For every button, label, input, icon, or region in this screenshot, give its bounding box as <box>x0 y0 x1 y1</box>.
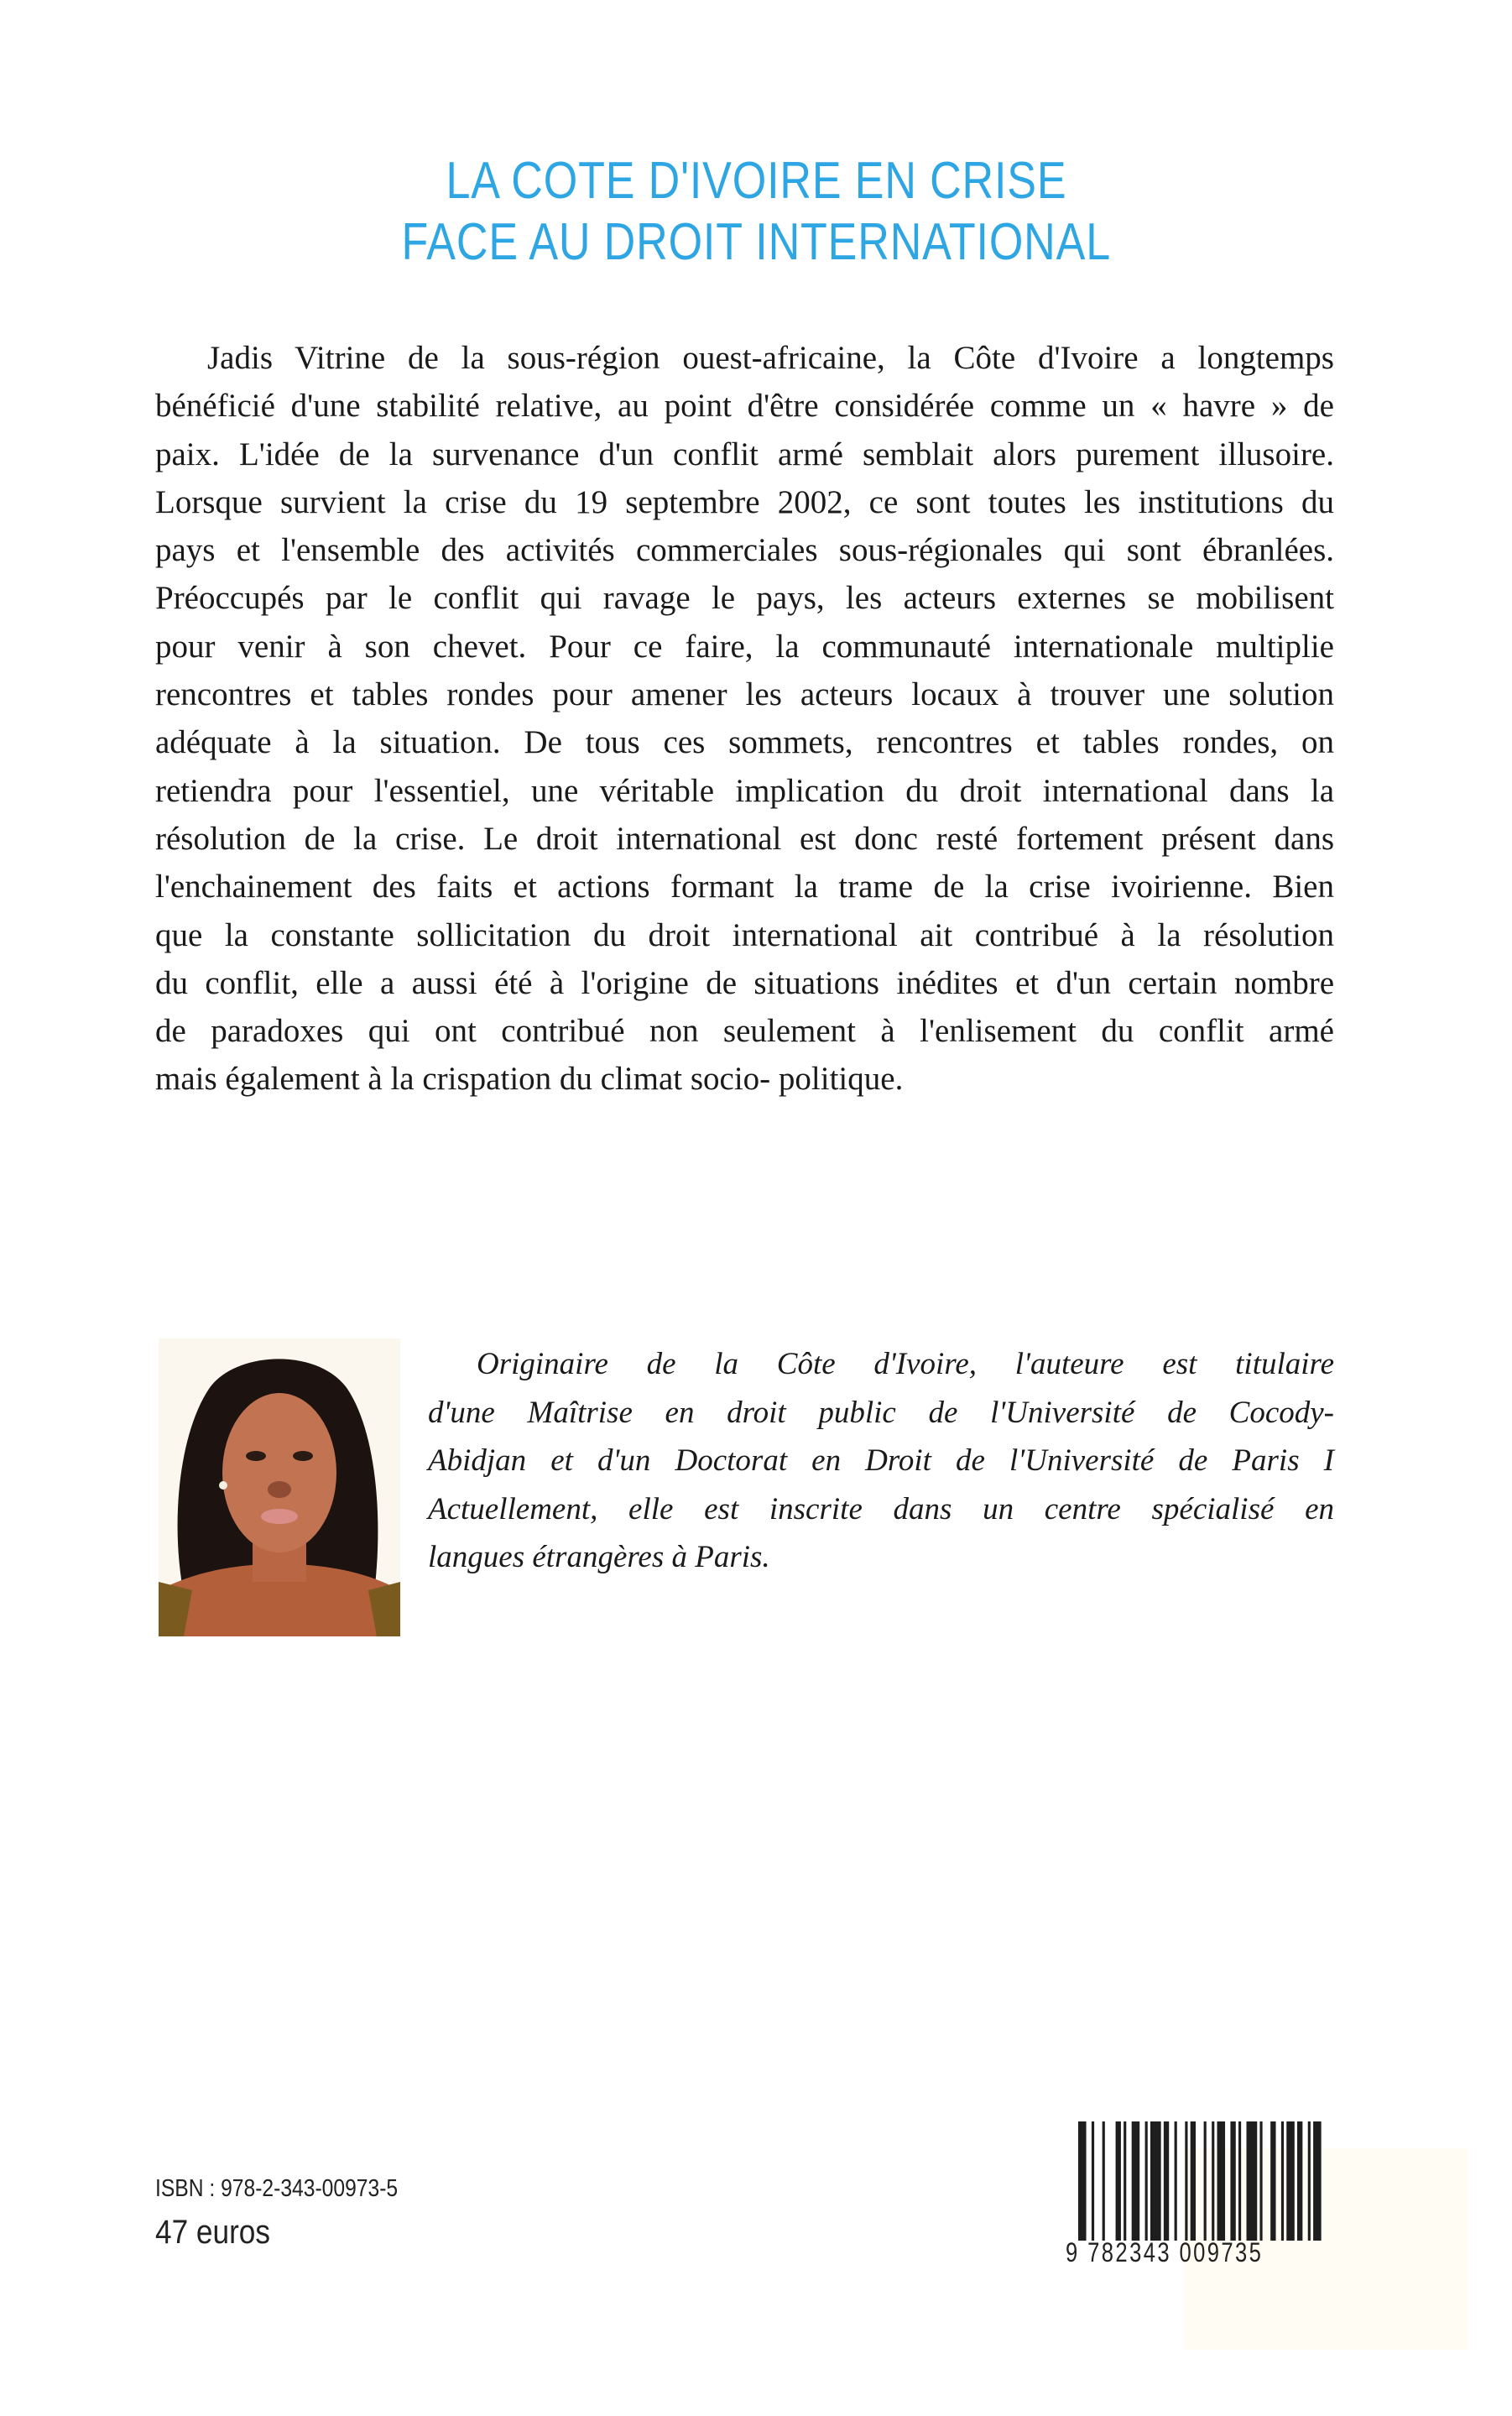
isbn-label: ISBN : 978-2-343-00973-5 <box>155 2175 399 2202</box>
barcode-bar <box>1313 2121 1322 2241</box>
barcode-bar <box>1259 2121 1262 2241</box>
barcode-bar <box>1150 2121 1161 2241</box>
barcode-bar <box>1132 2121 1140 2241</box>
text-line: l'enchainement des faits et actions formant la trame de la crise ivoirienne. Bien <box>155 869 1334 905</box>
text-line: que la constante sollicitation du droit international ait contribué à la résolution <box>155 916 1334 953</box>
barcode-bar <box>1297 2121 1302 2241</box>
book-title-line-2 <box>0 213 1512 271</box>
barcode-bar <box>1078 2121 1087 2241</box>
barcode-bar <box>1175 2121 1177 2241</box>
barcode-bar <box>1103 2121 1105 2241</box>
barcode-bar <box>1145 2121 1148 2241</box>
barcode-bar <box>1286 2121 1295 2241</box>
text-line: adéquate à la situation. De tous ces sommets, rencontres et tables rondes, on <box>155 724 1334 761</box>
price-label: 47 euros <box>155 2214 270 2251</box>
barcode-bar <box>1230 2121 1235 2241</box>
text-line: langues étrangères à Paris. <box>428 1540 770 1574</box>
text-line: pour venir à son chevet. Pour ce faire, la communauté internationale multiplie <box>155 628 1334 665</box>
text-line: Abidjan et d'un Doctorat en Droit de l'Université de Paris I <box>428 1443 1334 1478</box>
summary-paragraph <box>155 334 1334 1104</box>
text-line: mais également à la crispation du climat socio- politique. <box>155 1061 904 1098</box>
author-bio <box>428 1340 1334 1582</box>
barcode <box>1078 2121 1327 2241</box>
book-title-line-1 <box>0 152 1512 210</box>
barcode-digits: 9 782343 009735 <box>1066 2237 1264 2267</box>
barcode-bar <box>1238 2121 1241 2241</box>
text-line: pays et l'ensemble des activités commerciales sous-régionales qui sont ébranlées. <box>155 532 1334 569</box>
barcode-bar <box>1217 2121 1226 2241</box>
barcode-bar <box>1204 2121 1207 2241</box>
text-line: Jadis Vitrine de la sous-région ouest-africaine, la Côte d'Ivoire a longtemps <box>207 340 1334 376</box>
text-line: d'une Maîtrise en droit public de l'Université de Cocody- <box>428 1395 1334 1430</box>
text-line: du conflit, elle a aussi été à l'origine de situations inédites et d'un certain nombre <box>155 964 1334 1001</box>
barcode-bar <box>1164 2121 1169 2241</box>
barcode-bar <box>1212 2121 1214 2241</box>
title-text-2: FACE AU DROIT INTERNATIONAL <box>401 213 1111 271</box>
barcode-bar <box>1270 2121 1275 2241</box>
barcode-bar <box>1308 2121 1311 2241</box>
barcode-bar <box>1247 2121 1258 2241</box>
text-line: Actuellement, elle est inscrite dans un centre spécialisé en <box>428 1491 1334 1526</box>
barcode-bar <box>1185 2121 1187 2241</box>
text-line: Lorsque survient la crise du 19 septembre 2002, ce sont toutes les institutions du <box>155 483 1334 520</box>
barcode-bar <box>1124 2121 1126 2241</box>
title-text-1: LA COTE D'IVOIRE EN CRISE <box>446 152 1066 210</box>
text-line: rencontres et tables rondes pour amener les acteurs locaux à trouver une solution <box>155 676 1334 713</box>
text-line: paix. L'idée de la survenance d'un conflit armé semblait alors purement illusoire. <box>155 436 1334 472</box>
text-line: Préoccupés par le conflit qui ravage le pays, les acteurs externes se mobilisent <box>155 580 1334 617</box>
barcode-bar <box>1092 2121 1094 2241</box>
barcode-bar <box>1116 2121 1121 2241</box>
text-line: Originaire de la Côte d'Ivoire, l'auteure est titulaire <box>477 1347 1334 1381</box>
barcode-bar <box>1281 2121 1284 2241</box>
text-line: résolution de la crise. Le droit international est donc resté fortement présent dans <box>155 820 1334 857</box>
author-photo <box>159 1338 400 1636</box>
barcode-bar <box>1191 2121 1196 2241</box>
text-line: bénéficié d'une stabilité relative, au point d'être considérée comme un « havre » de <box>155 388 1334 425</box>
text-line: de paradoxes qui ont contribué non seulement à l'enlisement du conflit armé <box>155 1013 1334 1050</box>
text-line: retiendra pour l'essentiel, une véritable implication du droit international dans la <box>155 772 1334 809</box>
